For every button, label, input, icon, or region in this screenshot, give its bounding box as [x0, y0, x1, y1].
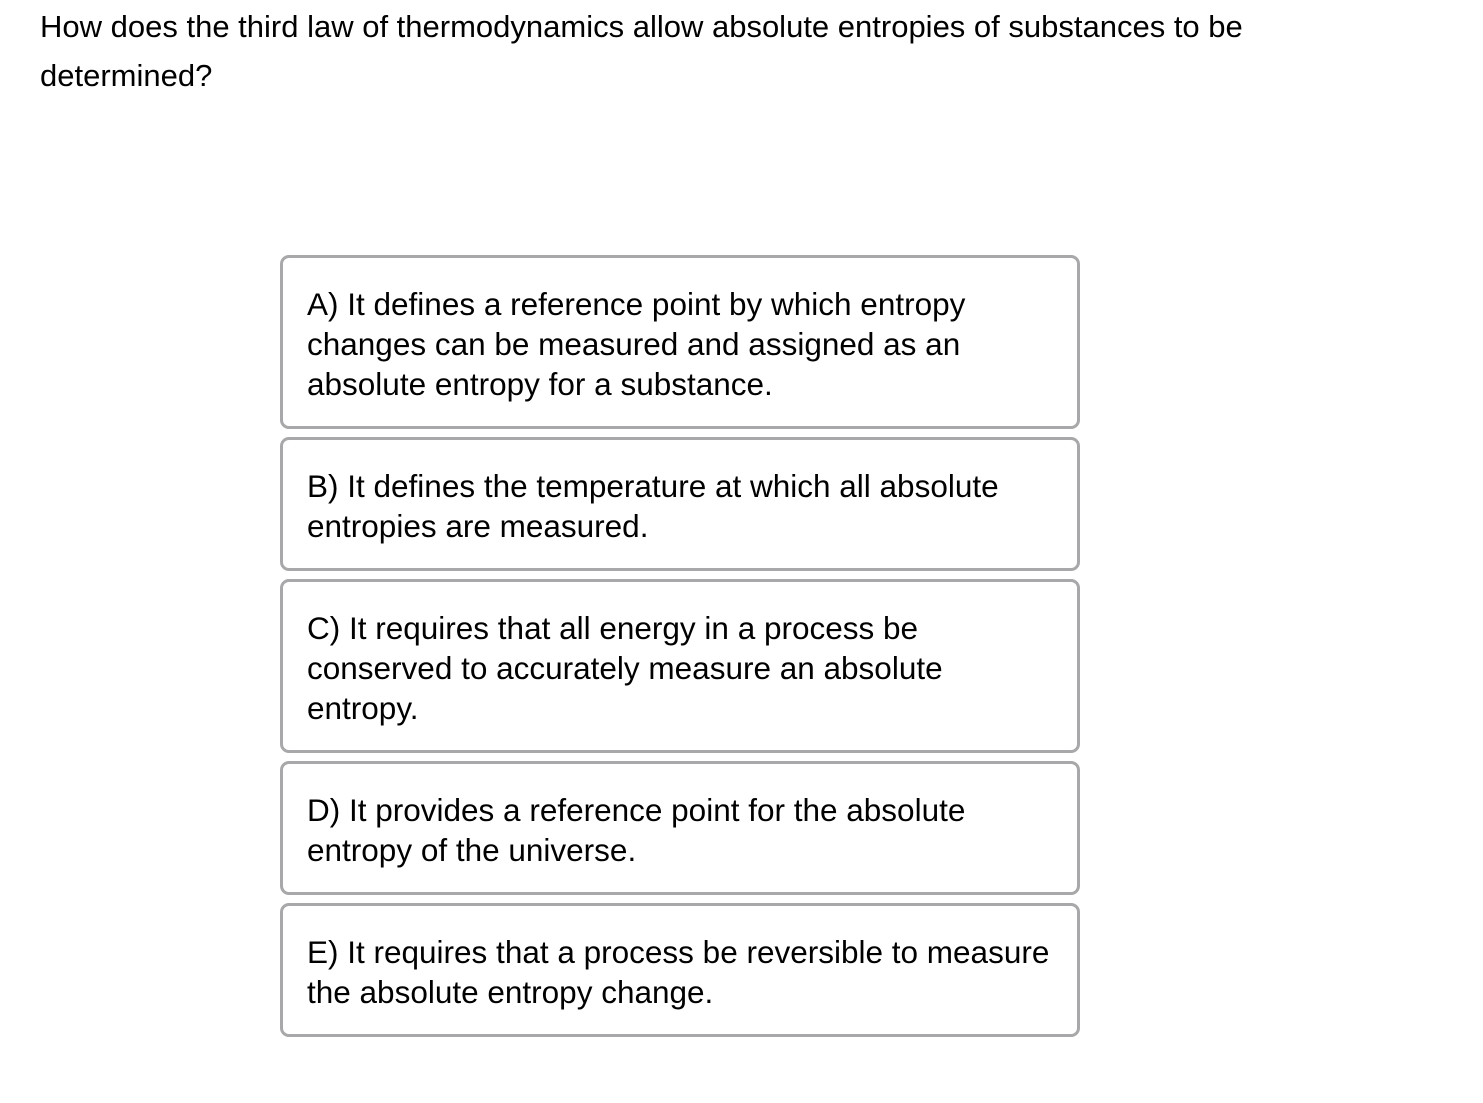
option-a[interactable] — [280, 255, 1080, 429]
answer-options — [280, 255, 1080, 1037]
option-e[interactable] — [280, 903, 1080, 1037]
option-d[interactable] — [280, 761, 1080, 895]
option-c-label: C) It requires that all energy in a process be conserved to accurately measure an absolute entropy. — [307, 610, 943, 726]
question-text: How does the third law of thermodynamics allow absolute entropies of substances to be determined? — [40, 9, 1243, 93]
option-c[interactable] — [280, 579, 1080, 753]
option-b[interactable] — [280, 437, 1080, 571]
option-a-label: A) It defines a reference point by which entropy changes can be measured and assigned as an absolute entropy for a substance. — [307, 286, 966, 402]
option-d-label: D) It provides a reference point for the absolute entropy of the universe. — [307, 792, 966, 868]
option-e-label: E) It requires that a process be reversible to measure the absolute entropy change. — [307, 934, 1050, 1010]
option-b-label: B) It defines the temperature at which all absolute entropies are measured. — [307, 468, 999, 544]
